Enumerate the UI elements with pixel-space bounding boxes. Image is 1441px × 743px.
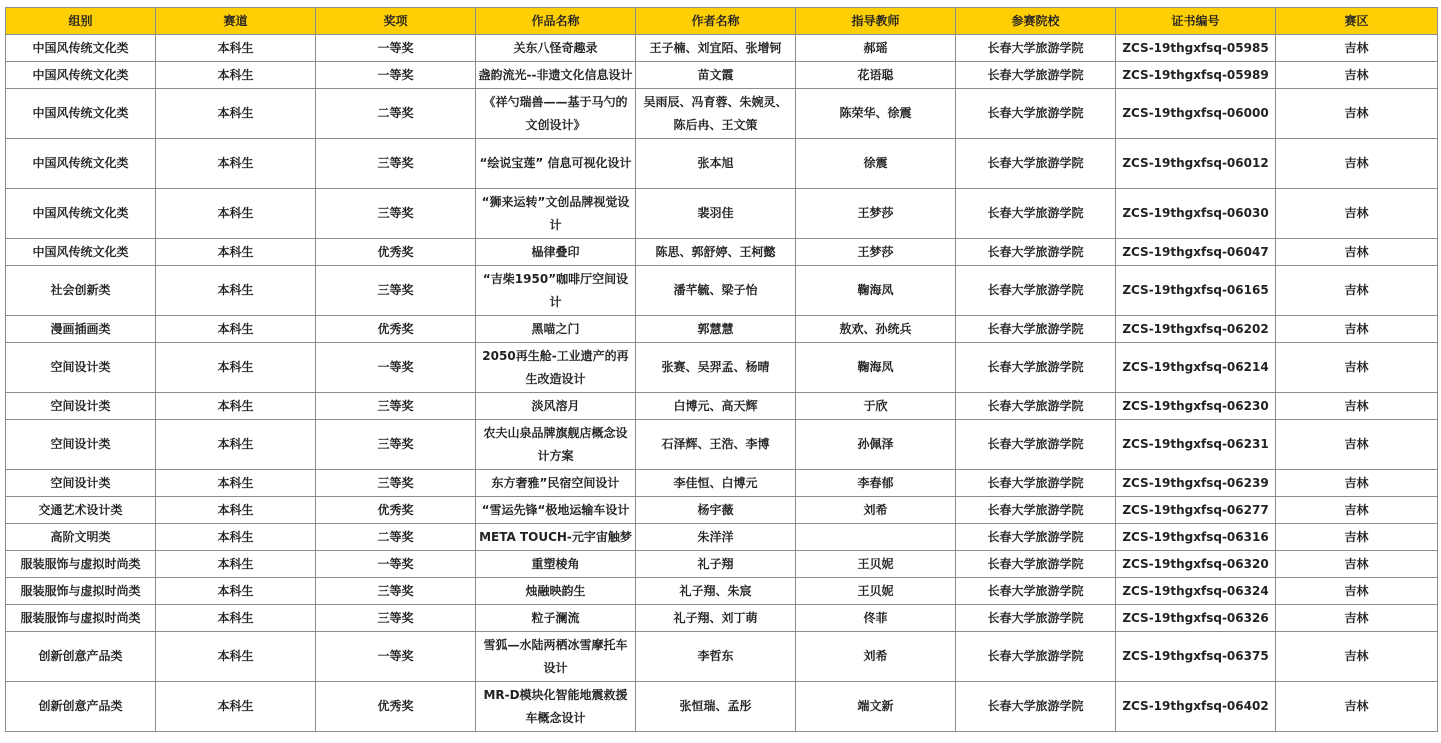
cell-authors: 礼子翔、朱宸: [636, 578, 796, 605]
cell-region: 吉林: [1276, 497, 1438, 524]
cell-cert: ZCS-19thgxfsq-06165: [1116, 266, 1276, 316]
cell-school: 长春大学旅游学院: [956, 605, 1116, 632]
cell-award: 一等奖: [316, 551, 476, 578]
cell-award: 三等奖: [316, 266, 476, 316]
table-row: [6, 632, 1438, 682]
cell-work: 雪狐—水陆两栖冰雪摩托车设计: [476, 632, 636, 682]
cell-award: 三等奖: [316, 189, 476, 239]
cell-award: 二等奖: [316, 89, 476, 139]
cell-region: 吉林: [1276, 682, 1438, 732]
cell-group: 高阶文明类: [6, 524, 156, 551]
cell-cert: ZCS-19thgxfsq-06375: [1116, 632, 1276, 682]
cell-cert: ZCS-19thgxfsq-06214: [1116, 343, 1276, 393]
table-row: [6, 524, 1438, 551]
cell-group: 漫画插画类: [6, 316, 156, 343]
cell-award: 三等奖: [316, 393, 476, 420]
cell-track: 本科生: [156, 266, 316, 316]
header-track: 赛道: [156, 8, 316, 35]
cell-teacher: 王贝妮: [796, 578, 956, 605]
cell-authors: 潘芊毓、梁子怡: [636, 266, 796, 316]
cell-authors: 张恒瑞、孟彤: [636, 682, 796, 732]
cell-teacher: 刘希: [796, 497, 956, 524]
table-row: [6, 266, 1438, 316]
cell-work: 东方奢雅”民宿空间设计: [476, 470, 636, 497]
cell-cert: ZCS-19thgxfsq-06320: [1116, 551, 1276, 578]
cell-track: 本科生: [156, 393, 316, 420]
table-row: [6, 239, 1438, 266]
cell-teacher: 端文新: [796, 682, 956, 732]
table-row: [6, 35, 1438, 62]
cell-work: META TOUCH-元宇宙触梦: [476, 524, 636, 551]
table-row: [6, 189, 1438, 239]
cell-group: 中国风传统文化类: [6, 139, 156, 189]
cell-track: 本科生: [156, 189, 316, 239]
cell-region: 吉林: [1276, 239, 1438, 266]
cell-school: 长春大学旅游学院: [956, 682, 1116, 732]
cell-group: 服装服饰与虚拟时尚类: [6, 578, 156, 605]
cell-track: 本科生: [156, 139, 316, 189]
cell-track: 本科生: [156, 316, 316, 343]
header-group: 组别: [6, 8, 156, 35]
cell-region: 吉林: [1276, 578, 1438, 605]
cell-region: 吉林: [1276, 632, 1438, 682]
cell-school: 长春大学旅游学院: [956, 632, 1116, 682]
cell-work: 黑喵之门: [476, 316, 636, 343]
header-school: 参赛院校: [956, 8, 1116, 35]
cell-teacher: 王贝妮: [796, 551, 956, 578]
cell-cert: ZCS-19thgxfsq-06230: [1116, 393, 1276, 420]
header-teacher: 指导教师: [796, 8, 956, 35]
cell-teacher: 佟菲: [796, 605, 956, 632]
cell-school: 长春大学旅游学院: [956, 470, 1116, 497]
cell-authors: 李佳恒、白博元: [636, 470, 796, 497]
cell-group: 社会创新类: [6, 266, 156, 316]
table-row: [6, 393, 1438, 420]
cell-authors: 杨宇薇: [636, 497, 796, 524]
cell-work: 盏韵流光--非遗文化信息设计: [476, 62, 636, 89]
cell-region: 吉林: [1276, 189, 1438, 239]
cell-cert: ZCS-19thgxfsq-06047: [1116, 239, 1276, 266]
cell-teacher: 鞠海凤: [796, 266, 956, 316]
cell-authors: 苗文霞: [636, 62, 796, 89]
cell-cert: ZCS-19thgxfsq-06402: [1116, 682, 1276, 732]
cell-school: 长春大学旅游学院: [956, 578, 1116, 605]
cell-group: 中国风传统文化类: [6, 189, 156, 239]
header-authors: 作者名称: [636, 8, 796, 35]
cell-work: “吉柴1950”咖啡厅空间设计: [476, 266, 636, 316]
cell-school: 长春大学旅游学院: [956, 189, 1116, 239]
cell-group: 中国风传统文化类: [6, 35, 156, 62]
cell-work: 淡风溶月: [476, 393, 636, 420]
cell-cert: ZCS-19thgxfsq-05985: [1116, 35, 1276, 62]
cell-award: 一等奖: [316, 343, 476, 393]
cell-authors: 张赛、吴羿孟、杨晴: [636, 343, 796, 393]
cell-school: 长春大学旅游学院: [956, 524, 1116, 551]
cell-teacher: 李春郁: [796, 470, 956, 497]
cell-cert: ZCS-19thgxfsq-06030: [1116, 189, 1276, 239]
cell-work: 农夫山泉品牌旗舰店概念设计方案: [476, 420, 636, 470]
cell-region: 吉林: [1276, 343, 1438, 393]
cell-group: 空间设计类: [6, 343, 156, 393]
cell-award: 三等奖: [316, 605, 476, 632]
cell-work: 粒子澜流: [476, 605, 636, 632]
cell-award: 优秀奖: [316, 682, 476, 732]
table-body: [6, 35, 1438, 732]
cell-group: 中国风传统文化类: [6, 89, 156, 139]
cell-cert: ZCS-19thgxfsq-05989: [1116, 62, 1276, 89]
cell-region: 吉林: [1276, 393, 1438, 420]
cell-teacher: 陈荣华、徐震: [796, 89, 956, 139]
award-table: [5, 7, 1438, 732]
cell-school: 长春大学旅游学院: [956, 266, 1116, 316]
cell-authors: 张本旭: [636, 139, 796, 189]
cell-teacher: 孙佩泽: [796, 420, 956, 470]
table-row: [6, 316, 1438, 343]
cell-award: 三等奖: [316, 470, 476, 497]
cell-teacher: 敖欢、孙统兵: [796, 316, 956, 343]
cell-cert: ZCS-19thgxfsq-06324: [1116, 578, 1276, 605]
cell-award: 优秀奖: [316, 497, 476, 524]
table-row: [6, 343, 1438, 393]
header-row: [6, 8, 1438, 35]
cell-award: 三等奖: [316, 420, 476, 470]
table-row: [6, 578, 1438, 605]
cell-teacher: 刘希: [796, 632, 956, 682]
cell-teacher: 郝瑶: [796, 35, 956, 62]
cell-work: “雪运先锋“极地运输车设计: [476, 497, 636, 524]
cell-work: “狮来运转”文创品牌视觉设计: [476, 189, 636, 239]
cell-teacher: [796, 524, 956, 551]
cell-teacher: 于欣: [796, 393, 956, 420]
cell-teacher: 王梦莎: [796, 189, 956, 239]
cell-school: 长春大学旅游学院: [956, 551, 1116, 578]
cell-award: 二等奖: [316, 524, 476, 551]
cell-track: 本科生: [156, 62, 316, 89]
cell-track: 本科生: [156, 343, 316, 393]
cell-school: 长春大学旅游学院: [956, 497, 1116, 524]
cell-authors: 礼子翔、刘丁萌: [636, 605, 796, 632]
cell-group: 空间设计类: [6, 470, 156, 497]
cell-work: 《祥勺瑞兽——基于马勺的文创设计》: [476, 89, 636, 139]
cell-work: 重塑棱角: [476, 551, 636, 578]
cell-region: 吉林: [1276, 89, 1438, 139]
cell-cert: ZCS-19thgxfsq-06202: [1116, 316, 1276, 343]
cell-authors: 白博元、高天辉: [636, 393, 796, 420]
table-row: [6, 605, 1438, 632]
cell-cert: ZCS-19thgxfsq-06012: [1116, 139, 1276, 189]
cell-school: 长春大学旅游学院: [956, 239, 1116, 266]
cell-school: 长春大学旅游学院: [956, 89, 1116, 139]
header-work: 作品名称: [476, 8, 636, 35]
table-row: [6, 62, 1438, 89]
table-row: [6, 420, 1438, 470]
cell-work: “绘说宝莲” 信息可视化设计: [476, 139, 636, 189]
cell-track: 本科生: [156, 551, 316, 578]
cell-region: 吉林: [1276, 420, 1438, 470]
cell-authors: 礼子翔: [636, 551, 796, 578]
cell-work: 关东八怪奇趣录: [476, 35, 636, 62]
cell-award: 优秀奖: [316, 316, 476, 343]
cell-track: 本科生: [156, 524, 316, 551]
award-list: [5, 7, 1438, 732]
cell-track: 本科生: [156, 578, 316, 605]
cell-group: 中国风传统文化类: [6, 62, 156, 89]
cell-group: 中国风传统文化类: [6, 239, 156, 266]
cell-group: 交通艺术设计类: [6, 497, 156, 524]
header-cert: 证书编号: [1116, 8, 1276, 35]
cell-school: 长春大学旅游学院: [956, 343, 1116, 393]
cell-school: 长春大学旅游学院: [956, 139, 1116, 189]
cell-authors: 李哲东: [636, 632, 796, 682]
cell-teacher: 徐震: [796, 139, 956, 189]
cell-teacher: 花语聪: [796, 62, 956, 89]
table-row: [6, 497, 1438, 524]
cell-track: 本科生: [156, 420, 316, 470]
cell-region: 吉林: [1276, 139, 1438, 189]
cell-teacher: 王梦莎: [796, 239, 956, 266]
cell-track: 本科生: [156, 632, 316, 682]
cell-region: 吉林: [1276, 551, 1438, 578]
cell-track: 本科生: [156, 497, 316, 524]
cell-authors: 陈思、郭舒婷、王柯懿: [636, 239, 796, 266]
cell-award: 三等奖: [316, 139, 476, 189]
cell-group: 服装服饰与虚拟时尚类: [6, 551, 156, 578]
header-region: 赛区: [1276, 8, 1438, 35]
cell-group: 创新创意产品类: [6, 682, 156, 732]
cell-track: 本科生: [156, 470, 316, 497]
cell-region: 吉林: [1276, 62, 1438, 89]
cell-work: MR-D模块化智能地震救援车概念设计: [476, 682, 636, 732]
cell-teacher: 鞠海凤: [796, 343, 956, 393]
cell-region: 吉林: [1276, 605, 1438, 632]
table-row: [6, 89, 1438, 139]
cell-track: 本科生: [156, 682, 316, 732]
header-award: 奖项: [316, 8, 476, 35]
table-row: [6, 682, 1438, 732]
table-row: [6, 139, 1438, 189]
cell-group: 空间设计类: [6, 393, 156, 420]
cell-cert: ZCS-19thgxfsq-06231: [1116, 420, 1276, 470]
cell-track: 本科生: [156, 239, 316, 266]
cell-cert: ZCS-19thgxfsq-06326: [1116, 605, 1276, 632]
cell-region: 吉林: [1276, 316, 1438, 343]
cell-award: 一等奖: [316, 62, 476, 89]
cell-school: 长春大学旅游学院: [956, 35, 1116, 62]
cell-cert: ZCS-19thgxfsq-06000: [1116, 89, 1276, 139]
cell-authors: 石泽辉、王浩、李博: [636, 420, 796, 470]
cell-work: 烛融映韵生: [476, 578, 636, 605]
cell-work: 榀律叠印: [476, 239, 636, 266]
cell-region: 吉林: [1276, 266, 1438, 316]
cell-school: 长春大学旅游学院: [956, 62, 1116, 89]
table-row: [6, 470, 1438, 497]
cell-track: 本科生: [156, 605, 316, 632]
cell-authors: 裴羽佳: [636, 189, 796, 239]
cell-cert: ZCS-19thgxfsq-06316: [1116, 524, 1276, 551]
cell-school: 长春大学旅游学院: [956, 393, 1116, 420]
cell-authors: 郭慧慧: [636, 316, 796, 343]
cell-award: 一等奖: [316, 632, 476, 682]
cell-award: 优秀奖: [316, 239, 476, 266]
cell-school: 长春大学旅游学院: [956, 316, 1116, 343]
cell-authors: 王子楠、刘宜陌、张增钶: [636, 35, 796, 62]
cell-group: 创新创意产品类: [6, 632, 156, 682]
cell-group: 服装服饰与虚拟时尚类: [6, 605, 156, 632]
cell-school: 长春大学旅游学院: [956, 420, 1116, 470]
cell-region: 吉林: [1276, 470, 1438, 497]
cell-work: 2050再生舱-工业遗产的再生改造设计: [476, 343, 636, 393]
cell-award: 三等奖: [316, 578, 476, 605]
cell-track: 本科生: [156, 89, 316, 139]
cell-track: 本科生: [156, 35, 316, 62]
table-row: [6, 551, 1438, 578]
cell-award: 一等奖: [316, 35, 476, 62]
cell-region: 吉林: [1276, 524, 1438, 551]
cell-cert: ZCS-19thgxfsq-06239: [1116, 470, 1276, 497]
cell-region: 吉林: [1276, 35, 1438, 62]
cell-authors: 朱洋洋: [636, 524, 796, 551]
cell-authors: 吴雨辰、冯育蓉、朱婉灵、陈后冉、王文策: [636, 89, 796, 139]
cell-group: 空间设计类: [6, 420, 156, 470]
cell-cert: ZCS-19thgxfsq-06277: [1116, 497, 1276, 524]
